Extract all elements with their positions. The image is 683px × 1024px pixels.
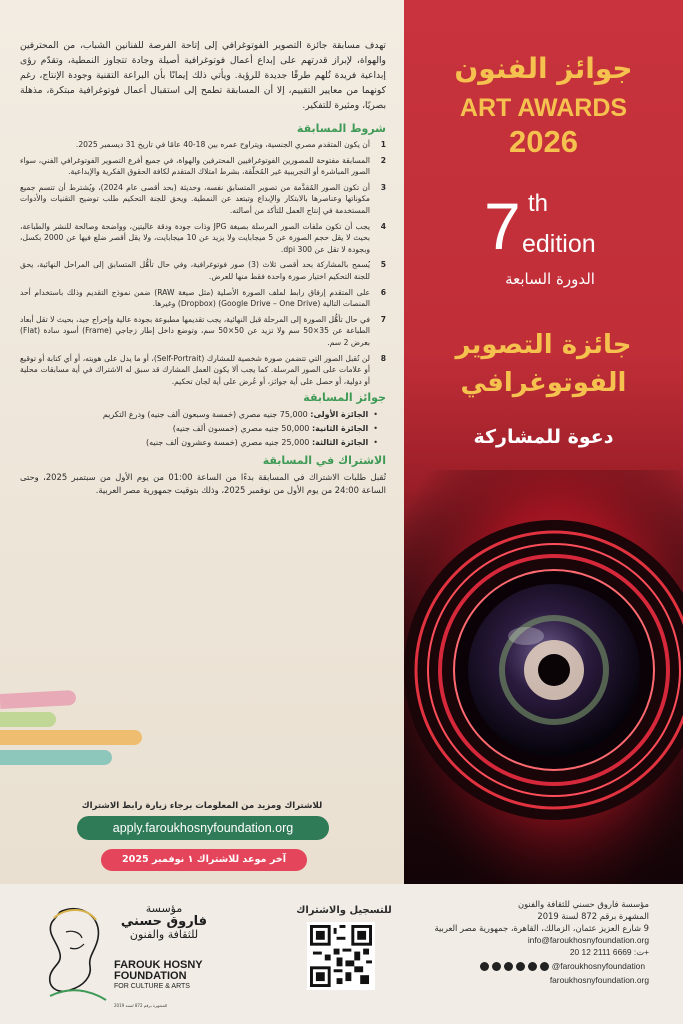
- edition-suffix: th: [528, 190, 549, 217]
- rule-item: 2 المسابقة مفتوحة للمصورين الفوتوغرافيين المحترفين والهواة، في جميع أفرع التصوير الفوتوغرافي الفني، سواء الصور المباشرة أو التجريبية غير المُخلّقة، بشرط امتلاك المتقدم لكافة الحقوق الفكرية والإبداعية.: [20, 155, 386, 177]
- prize-name-line: الفوتوغرافي: [460, 368, 627, 398]
- hero-panel: [404, 0, 683, 884]
- entry-text: تُقبل طلبات الاشتراك في المسابقة بدءًا من الساعة 01:00 من يوم الأول من سبتمبر 2025، وحتى الساعة 24:00 من يوم الأول من نوفمبر 2025، وذلك بتوقيت جمهورية مصر العربية.: [20, 472, 386, 496]
- threads-icon[interactable]: [492, 962, 501, 971]
- rules-title: شروط المسابقة: [296, 122, 386, 135]
- footer: [0, 884, 683, 1024]
- paint-stroke: [0, 712, 56, 727]
- prizes-list: [20, 408, 386, 450]
- rule-item: 8 لن تُقبل الصور التي تتضمن صورة شخصية للمشارك (Self-Portrait)، أو ما يدل على هويته، أو أي كتابة أو توقيع أو علامات على الصور المرسلة. كما يجب ألا يكون العمل المشارك قد سبق له الاشتراك في أية مسابقات محلية أو دولية، أو حصل على أية جوائز، أو عُرض على أية لجان تحكيم.: [20, 353, 386, 386]
- paint-stroke: [0, 690, 76, 709]
- linkedin-icon[interactable]: [504, 962, 513, 971]
- rule-item: 1 أن يكون المتقدم مصري الجنسية، ويتراوح عمره بين 18-40 عامًا في تاريخ 31 ديسمبر 2025.: [75, 140, 386, 149]
- social-row: [409, 960, 649, 972]
- rule-item: 3 أن تكون الصور المُقدَّمة من تصوير المتسابق نفسه، وحديثة (بحد أقصى عام 2024)، ويُشترط أن تتسم جميع مكوناتها وعناصرها بالابتكار والإبداع وتبتعد عن النمطية. ويحق للجنة التحكيم طلب توضيح التقنيات والأدوات المستخدمة في إنتاج العمل للتأكد من أصالته.: [20, 182, 386, 215]
- phone: ت: 6669 2111 12 20+: [569, 947, 649, 957]
- intro-paragraph: تهدف مسابقة جائزة التصوير الفوتوغرافي إلى إتاحة الفرصة للفنانين الشباب، من المحترفين والهواة، لإبراز قدرتهم على إبداع أعمال فوتوغرافية أصيلة وجادة تتجاوز النمطية، وتقدّم رؤى إبداعية فريدة تُلهم طرقًا جديدة للرؤية. ويأتي ذلك إيمانًا بأن البراعة التقنية وجودة الإنتاج، رغم كونهما من معايير التقييم، إلا أن المسابقة تطمح إلى استقبال أعمال فوتوغرافية مبتكرة، مذهلة بصريًا، ومثيرة للتفكير.: [20, 40, 386, 111]
- qr-code-icon: [310, 925, 372, 987]
- qr-code[interactable]: [307, 922, 375, 990]
- org-registration: المشهرة برقم 872 لسنة 2019: [537, 911, 649, 921]
- edition-word: edition: [522, 230, 596, 258]
- prize-name: [404, 326, 683, 402]
- prize-item: • الجائزة الثانية: 50,000 جنيه مصري (خمسون ألف جنيه): [20, 422, 378, 436]
- rule-item: 6 على المتقدم إرفاق رابط لملف الصورة الأصلية (مثل صيغة RAW) ضمن نموذج التقديم وذلك باستخدام أحد المنصات التالية (Google Drive – One Drive) (Dropbox) وغيرها.: [20, 287, 386, 309]
- contact-info: [409, 898, 649, 986]
- paint-stroke: [0, 750, 112, 765]
- logo-english: FAROUK HOSNY FOUNDATION FOR CULTURE & ARTS: [114, 959, 203, 990]
- camera-lens-image: [404, 470, 683, 884]
- prize-item: • الجائزة الثالثة: 25,000 جنيه مصري (خمسة وعشرون ألف جنيه): [20, 436, 378, 450]
- org-name: مؤسسة فاروق حسني للثقافة والفنون: [517, 899, 649, 909]
- invite-text: دعوة للمشاركة: [473, 426, 614, 448]
- entry-title: الاشتراك في المسابقة: [262, 454, 386, 468]
- title-english: ART AWARDS: [459, 94, 628, 122]
- facebook-icon[interactable]: [480, 962, 489, 971]
- prize-name-line: جائزة التصوير: [455, 330, 632, 360]
- website[interactable]: faroukhosnyfoundation.org: [549, 975, 649, 985]
- instagram-icon[interactable]: [540, 962, 549, 971]
- more-info-text: للاشتراك ومزيد من المعلومات برجاء زيارة رابط الاشتراك: [81, 801, 323, 811]
- rule-item: 4 يجب أن تكون ملفات الصور المرسلة بصيغة JPG وذات جودة ودقة عاليتين، وواضحة وصالحة للنشر والطباعة، بحيث لا يقل حجم الصورة عن 5 ميجابايت ولا يزيد عن 10 ميجابايت، ولا يقل أقصر ضلع فيها عن 2000 بكسل، وبجودة لا تقل عن 300 dpi.: [20, 221, 386, 254]
- edition-number: 7: [484, 189, 519, 263]
- rule-item: 5 يُسمح بالمشاركة بحد أقصى ثلاث (3) صور فوتوغرافية، وفي حال تأهُّل المتسابق إلى المراحل النهائية، يحق للجنة التحكيم اختيار صورة واحدة فقط منها للعرض.: [20, 260, 386, 281]
- rule-item: 7 في حال تأهُّل الصورة إلى المرحلة قبل النهائية، يجب تقديمها مطبوعة بجودة عالية وإخراج جيد، بحيث لا تقل أبعاد الطباعة عن 35×50 سم ولا تزيد عن 50×50 سم، وتوضع داخل إطار زجاجي (Frame) أسود سادة (Flat) بعرض 2 سم.: [20, 314, 386, 347]
- paint-stroke: [0, 730, 142, 745]
- email[interactable]: info@faroukhosnyfoundation.org: [527, 935, 649, 945]
- rules-list: [20, 139, 386, 387]
- x-icon[interactable]: [528, 962, 537, 971]
- prizes-title: جوائز المسابقة: [303, 391, 386, 405]
- register-label: للتسجيل والاشتراك: [296, 905, 392, 916]
- logo-arabic: مؤسسة فاروق حسني للثقافة والفنون: [120, 902, 208, 941]
- edition-arabic: الدورة السابعة: [505, 270, 595, 288]
- portrait-sketch-icon: [40, 902, 112, 1002]
- youtube-icon[interactable]: [516, 962, 525, 971]
- apply-link[interactable]: apply.faroukhosnyfoundation.org: [77, 816, 329, 840]
- foundation-logo: [40, 902, 220, 1012]
- deadline-badge: آخر موعد للاشتراك ١ نوفمبر 2025: [101, 849, 307, 871]
- content: [20, 38, 386, 509]
- social-handle[interactable]: @faroukhosnyfoundation: [551, 961, 645, 971]
- prize-item: • الجائزة الأولى: 75,000 جنيه مصري (خمسة وسبعون ألف جنيه) ودرع التكريم: [20, 408, 378, 422]
- title-arabic: جوائز الفنون: [454, 52, 633, 85]
- org-address: 9 شارع العزيز عثمان، الزمالك، القاهرة، جمهورية مصر العربية: [434, 923, 649, 933]
- logo-registration: المشهرة برقم 872 لسنة 2019: [114, 1003, 168, 1008]
- title-year: 2026: [509, 124, 578, 159]
